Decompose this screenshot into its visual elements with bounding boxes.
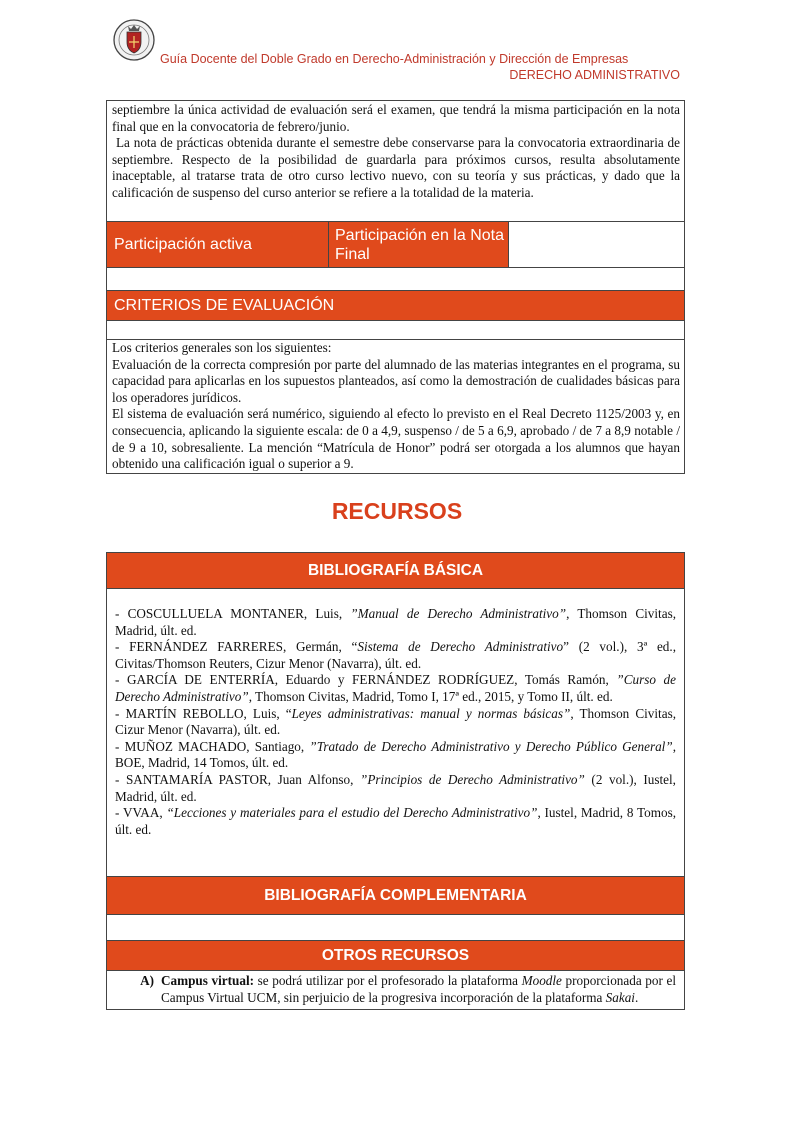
criteria-spacer xyxy=(107,321,684,340)
university-seal-icon xyxy=(112,14,156,66)
empty-row xyxy=(107,268,684,291)
list-marker: A) xyxy=(140,973,154,988)
evaluation-text-cell xyxy=(107,101,684,222)
criteria-paragraph-1: Evaluación de la correcta compresión por parte del alumnado de las materias integrantes en el programa, su capacidad para aplicarlas en los supuestos planteados, así como la demostración de cualidades básicas para los operadores jurídicos. xyxy=(112,356,680,405)
bibliography-entry: - MUÑOZ MACHADO, Santiago, ”Tratado de Derecho Administrativo y Derecho Público General”, BOE, Madrid, 14 Tomos, últ. ed. xyxy=(115,738,676,771)
evaluation-paragraph-1: septiembre la única actividad de evaluación será el examen, que tendrá la misma participación en la nota final que en la convocatoria de febrero/junio. xyxy=(112,102,680,134)
criteria-paragraph-2: El sistema de evaluación será numérico, siguiendo al efecto lo previsto en el Real Decreto 1125/2003 y, en consecuencia, aplicando la siguiente escala: de 0 a 4,9, suspenso / de 5 a 6,9, aprobado / de 7 a 8,9 notable / de 9 a 10, sobresaliente. La mención “Matrícula de Honor” podrá ser otorgada a los alumnos que hayan obtenido una calificación igual o superior a 9. xyxy=(112,406,680,472)
evaluation-paragraph-2: La nota de prácticas obtenida durante el semestre debe conservarse para la convocatoria extraordinaria de septiembre. Respecto de la posibilidad de guardarla para próximos cursos, resulta absolutamente inaceptable, al tratarse trata de otro curso lectivo nuevo, con su teoría y sus prácticas, y dado que la calificación de suspenso del curso anterior se refiere a la totalidad de la materia. xyxy=(112,135,680,200)
resources-table xyxy=(106,552,685,1010)
campus-virtual-text: Campus virtual: se podrá utilizar por el profesorado la plataforma Moodle proporcionada por el Campus Virtual UCM, sin perjuicio de la progresiva incorporación de la plataforma Sakai. xyxy=(161,973,677,1005)
participation-row xyxy=(107,222,684,268)
complementary-bibliography-heading: BIBLIOGRAFÍA COMPLEMENTARIA xyxy=(107,877,684,915)
header-title: Guía Docente del Doble Grado en Derecho-Administración y Dirección de Empresas xyxy=(160,52,629,66)
bibliography-entry: - FERNÁNDEZ FARRERES, Germán, “Sistema de Derecho Administrativo” (2 vol.), 3ª ed., Civitas/Thomson Reuters, Cizur Menor (Navarra), últ. ed. xyxy=(115,639,676,671)
header-subject: DERECHO ADMINISTRATIVO xyxy=(509,68,680,82)
bibliography-entry: - GARCÍA DE ENTERRÍA, Eduardo y FERNÁNDEZ RODRÍGUEZ, Tomás Ramón, ”Curso de Derecho Administrativo”, Thomson Civitas, Madrid, Tomo I, 17ª ed., 2015, y Tomo II, últ. ed. xyxy=(115,672,677,704)
other-resources-list xyxy=(107,971,684,1009)
criteria-heading: CRITERIOS DE EVALUACIÓN xyxy=(107,291,684,321)
list-item xyxy=(107,973,684,1006)
basic-bibliography-heading: BIBLIOGRAFÍA BÁSICA xyxy=(107,553,684,589)
complementary-bibliography-empty xyxy=(107,915,684,941)
participation-label: Participación activa xyxy=(107,222,329,267)
criteria-intro: Los criterios generales son los siguientes: xyxy=(112,340,332,355)
evaluation-table xyxy=(106,100,685,474)
bibliography-entry: - COSCULLUELA MONTANER, Luis, ”Manual de Derecho Administrativo”, Thomson Civitas, Madrid, últ. ed. xyxy=(115,606,676,638)
final-grade-label: Participación en la Nota Final xyxy=(329,222,509,267)
final-grade-value xyxy=(509,222,684,267)
criteria-text-cell xyxy=(107,340,684,473)
other-resources-heading: OTROS RECURSOS xyxy=(107,941,684,971)
basic-bibliography-list xyxy=(107,589,684,877)
bibliography-entry: - SANTAMARÍA PASTOR, Juan Alfonso, ”Principios de Derecho Administrativo” (2 vol.), Iustel, Madrid, últ. ed. xyxy=(115,771,676,804)
bibliography-entry: - VVAA, “Lecciones y materiales para el estudio del Derecho Administrativo”, Iustel, Madrid, 8 Tomos, últ. ed. xyxy=(115,805,676,837)
resources-title: RECURSOS xyxy=(331,498,463,524)
bibliography-entry: - MARTÍN REBOLLO, Luis, “Leyes administrativas: manual y normas básicas”, Thomson Civitas, Cizur Menor (Navarra), últ. ed. xyxy=(115,705,676,738)
